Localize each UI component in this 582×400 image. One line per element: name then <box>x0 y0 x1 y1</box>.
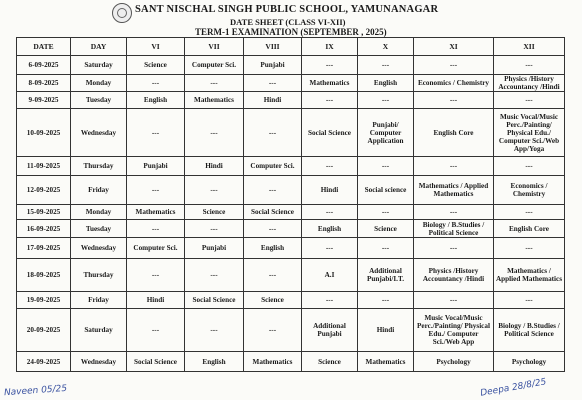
date-cell: 16-09-2025 <box>17 220 71 238</box>
table-row <box>17 292 565 309</box>
school-logo-icon <box>112 3 132 23</box>
signature-left: Naveen 05/25 <box>3 383 68 399</box>
subject-cell: Social Science <box>302 109 358 157</box>
subject-cell: Mathematics <box>302 75 358 92</box>
subject-cell: --- <box>185 259 244 292</box>
subject-cell: --- <box>127 109 185 157</box>
subject-cell: English Core <box>494 220 565 238</box>
subject-cell: --- <box>185 176 244 205</box>
table-row <box>17 220 565 238</box>
subject-cell: Social Science <box>244 205 302 220</box>
subject-cell: Punjabi <box>185 238 244 259</box>
subject-cell: Mathematics / Applied Mathematics <box>494 259 565 292</box>
subject-cell: --- <box>127 176 185 205</box>
column-header: IX <box>302 38 358 56</box>
subject-cell: --- <box>127 75 185 92</box>
subject-cell: A.I <box>302 259 358 292</box>
day-cell: Saturday <box>71 309 127 352</box>
day-cell: Wednesday <box>71 109 127 157</box>
subject-cell: --- <box>414 238 494 259</box>
subject-cell: --- <box>185 220 244 238</box>
subject-cell: --- <box>358 157 414 176</box>
date-cell: 11-09-2025 <box>17 157 71 176</box>
day-cell: Friday <box>71 176 127 205</box>
subject-cell: Science <box>244 292 302 309</box>
subject-cell: --- <box>358 292 414 309</box>
subject-cell: --- <box>414 292 494 309</box>
date-sheet-table <box>16 37 565 372</box>
subject-cell: Science <box>185 205 244 220</box>
subject-cell: Hindi <box>358 309 414 352</box>
subject-cell: --- <box>185 109 244 157</box>
subject-cell: Economics / Chemistry <box>494 176 565 205</box>
header <box>0 0 582 38</box>
subject-cell: Hindi <box>127 292 185 309</box>
subject-cell: --- <box>302 292 358 309</box>
subject-cell: English <box>302 220 358 238</box>
subject-cell: Additional Punjabi/I.T. <box>358 259 414 292</box>
subject-cell: --- <box>414 157 494 176</box>
subject-cell: --- <box>414 205 494 220</box>
subject-cell: Science <box>302 352 358 372</box>
subject-cell: --- <box>244 109 302 157</box>
subject-cell: Physics /History Accountancy /Hindi <box>494 75 565 92</box>
subject-cell: Mathematics <box>127 205 185 220</box>
day-cell: Thursday <box>71 259 127 292</box>
day-cell: Saturday <box>71 56 127 75</box>
date-cell: 12-09-2025 <box>17 176 71 205</box>
subject-cell: Mathematics <box>244 352 302 372</box>
subject-cell: --- <box>185 309 244 352</box>
table-row <box>17 92 565 109</box>
subject-cell: --- <box>244 220 302 238</box>
subject-cell: --- <box>494 92 565 109</box>
subject-cell: Psychology <box>414 352 494 372</box>
subject-cell: --- <box>127 220 185 238</box>
subject-cell: --- <box>244 259 302 292</box>
subject-cell: --- <box>244 176 302 205</box>
table-row <box>17 109 565 157</box>
subject-cell: Social Science <box>127 352 185 372</box>
subject-cell: Biology / B.Studies / Political Science <box>414 220 494 238</box>
table-row <box>17 75 565 92</box>
subject-cell: Computer Sci. <box>185 56 244 75</box>
day-cell: Wednesday <box>71 238 127 259</box>
subject-cell: Social Science <box>185 292 244 309</box>
day-cell: Monday <box>71 205 127 220</box>
date-cell: 18-09-2025 <box>17 259 71 292</box>
subject-cell: --- <box>494 238 565 259</box>
date-cell: 6-09-2025 <box>17 56 71 75</box>
day-cell: Tuesday <box>71 220 127 238</box>
date-cell: 17-09-2025 <box>17 238 71 259</box>
date-cell: 15-09-2025 <box>17 205 71 220</box>
subject-cell: Mathematics <box>358 352 414 372</box>
subject-cell: Punjabi <box>244 56 302 75</box>
table-body <box>17 56 565 372</box>
column-header: DAY <box>71 38 127 56</box>
table-row <box>17 309 565 352</box>
subject-cell: Economics / Chemistry <box>414 75 494 92</box>
day-cell: Tuesday <box>71 92 127 109</box>
table-row <box>17 205 565 220</box>
subject-cell: Science <box>127 56 185 75</box>
table-row <box>17 352 565 372</box>
subject-cell: Physics /History Accountancy /Hindi <box>414 259 494 292</box>
subject-cell: Music Vocal/Music Perc./Painting/ Physical Edu./ Computer Sci./Web App/Yoga <box>494 109 565 157</box>
subject-cell: Hindi <box>244 92 302 109</box>
date-cell: 24-09-2025 <box>17 352 71 372</box>
subject-cell: --- <box>302 92 358 109</box>
subject-cell: --- <box>494 205 565 220</box>
subject-cell: Social science <box>358 176 414 205</box>
subject-cell: English <box>358 75 414 92</box>
subject-cell: --- <box>244 309 302 352</box>
column-header: DATE <box>17 38 71 56</box>
subject-cell: English <box>127 92 185 109</box>
column-header: XI <box>414 38 494 56</box>
subject-cell: Hindi <box>185 157 244 176</box>
column-header: VI <box>127 38 185 56</box>
subject-cell: --- <box>358 238 414 259</box>
subject-cell: Punjabi <box>127 157 185 176</box>
subject-cell: --- <box>127 259 185 292</box>
subject-cell: Hindi <box>302 176 358 205</box>
subject-cell: Mathematics <box>185 92 244 109</box>
term-title: TERM-1 EXAMINATION (SEPTEMBER , 2025) <box>195 27 387 37</box>
subject-cell: --- <box>358 56 414 75</box>
subject-cell: --- <box>358 205 414 220</box>
date-cell: 9-09-2025 <box>17 92 71 109</box>
subject-cell: --- <box>302 157 358 176</box>
subject-cell: --- <box>494 292 565 309</box>
subject-cell: Computer Sci. <box>244 157 302 176</box>
column-header: XII <box>494 38 565 56</box>
column-header: VII <box>185 38 244 56</box>
subject-cell: Mathematics / Applied Mathematics <box>414 176 494 205</box>
date-cell: 8-09-2025 <box>17 75 71 92</box>
subject-cell: --- <box>185 75 244 92</box>
subject-cell: English Core <box>414 109 494 157</box>
subject-cell: --- <box>494 157 565 176</box>
column-header: VIII <box>244 38 302 56</box>
subject-cell: Psychology <box>494 352 565 372</box>
day-cell: Wednesday <box>71 352 127 372</box>
subject-cell: Computer Sci. <box>127 238 185 259</box>
header-row <box>17 38 565 56</box>
subject-cell: Science <box>358 220 414 238</box>
subject-cell: Music Vocal/Music Perc./Painting/ Physical Edu./ Computer Sci./Web App <box>414 309 494 352</box>
signature-right: Deepa 28/8/25 <box>479 377 548 399</box>
table-row <box>17 259 565 292</box>
day-cell: Monday <box>71 75 127 92</box>
subject-cell: --- <box>302 205 358 220</box>
subject-cell: Biology / B.Studies / Political Science <box>494 309 565 352</box>
subject-cell: English <box>185 352 244 372</box>
subject-cell: --- <box>358 92 414 109</box>
date-cell: 20-09-2025 <box>17 309 71 352</box>
date-cell: 19-09-2025 <box>17 292 71 309</box>
subject-cell: --- <box>302 238 358 259</box>
day-cell: Thursday <box>71 157 127 176</box>
table-row <box>17 157 565 176</box>
subject-cell: --- <box>494 56 565 75</box>
table-row <box>17 238 565 259</box>
school-name: SANT NISCHAL SINGH PUBLIC SCHOOL, YAMUNANAGAR <box>135 4 439 15</box>
subject-cell: --- <box>414 92 494 109</box>
subject-cell: --- <box>244 75 302 92</box>
subject-cell: Additional Punjabi <box>302 309 358 352</box>
subject-cell: --- <box>302 56 358 75</box>
table-row <box>17 176 565 205</box>
subject-cell: --- <box>414 56 494 75</box>
day-cell: Friday <box>71 292 127 309</box>
subject-cell: English <box>244 238 302 259</box>
sheet-title: DATE SHEET (CLASS VI-XII) <box>230 17 346 27</box>
subject-cell: Punjabi/ Computer Application <box>358 109 414 157</box>
table-row <box>17 56 565 75</box>
column-header: X <box>358 38 414 56</box>
subject-cell: --- <box>127 309 185 352</box>
date-cell: 10-09-2025 <box>17 109 71 157</box>
